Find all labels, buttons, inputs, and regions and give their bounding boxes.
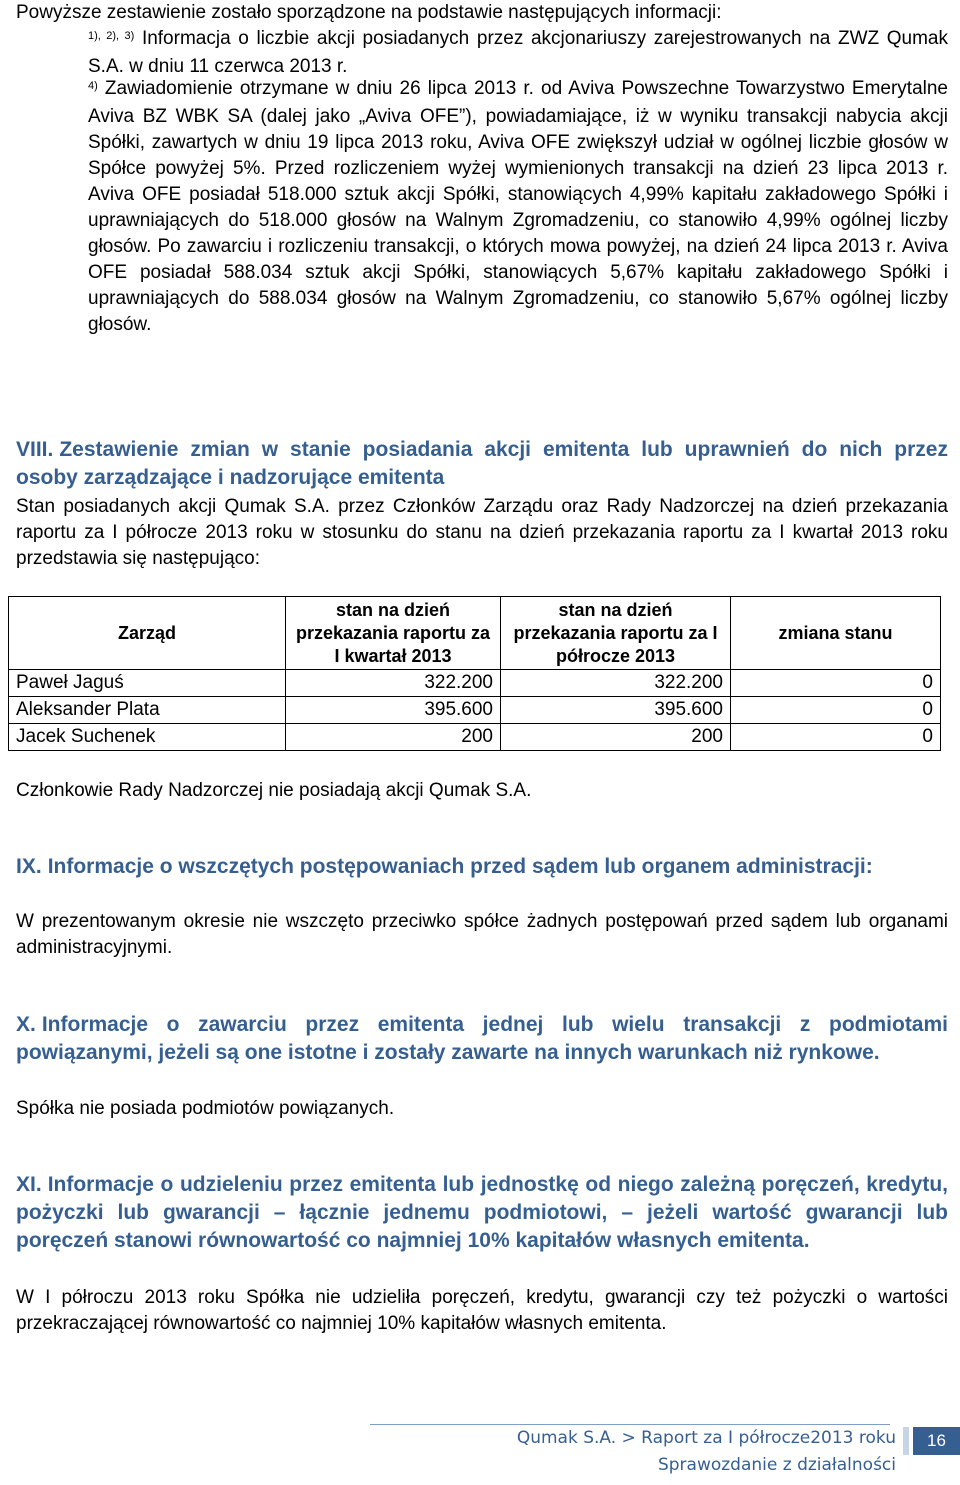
cell-h1: 200: [501, 724, 731, 751]
note-2: [88, 76, 948, 338]
section-10-title: Informacje o zawarciu przez emitenta jednej lub wielu transakcji z podmiotami powiązanymi, jeżeli są one istotne i zostały zawarte na innych warunkach niż rynkowe.: [16, 1013, 948, 1064]
section-10-body: [16, 1096, 948, 1122]
section-11-body: [16, 1285, 948, 1337]
cell-name: Jacek Suchenek: [9, 724, 286, 751]
col-header-change: zmiana stanu: [731, 597, 941, 670]
footer-rule: [370, 1424, 890, 1425]
section-9-title: Informacje o wszczętych postępowaniach przed sądem lub organem administracji:: [47, 855, 873, 878]
cell-name: Aleksander Plata: [9, 697, 286, 724]
note-1-text: Informacja o liczbie akcji posiadanych przez akcjonariuszy zarejestrowanych na ZWZ Qumak S.A. w dniu 11 czerwca 2013 r.: [88, 28, 948, 77]
holdings-table: [8, 596, 941, 751]
footer-report-title: Qumak S.A. > Raport za I półrocze2013 roku: [516, 1428, 896, 1448]
col-header-h1: stan na dzień przekazania raportu za I półrocze 2013: [501, 597, 731, 670]
table-header-row: [9, 597, 941, 670]
cell-change: 0: [731, 670, 941, 697]
section-8-number: VIII.: [16, 438, 54, 461]
section-9-paragraph: W prezentowanym okresie nie wszczęto przeciwko spółce żadnych postępowań przed sądem lub organami administracyjnymi.: [16, 911, 948, 958]
section-9-heading: [16, 853, 948, 881]
note-1-marker: 1), 2), 3): [88, 30, 135, 42]
page-number-badge: 16: [913, 1427, 960, 1455]
table-row: [9, 697, 941, 724]
section-8-heading: [16, 436, 948, 492]
section-9-body: [16, 909, 948, 961]
section-8-paragraph: Stan posiadanych akcji Qumak S.A. przez Członków Zarządu oraz Rady Nadzorczej na dzień przekazania raportu za I półrocze 2013 roku w stosunku do stanu na dzień przekazania raportu za I kwartał 2013 roku przedstawia się następująco:: [16, 496, 948, 569]
intro-line: Powyższe zestawienie zostało sporządzone na podstawie następujących informacji:: [16, 2, 722, 23]
table-row: [9, 670, 941, 697]
board-note: [16, 778, 948, 804]
section-9-number: IX.: [16, 855, 42, 878]
cell-q1: 200: [286, 724, 501, 751]
col-header-q1: stan na dzień przekazania raportu za I kwartał 2013: [286, 597, 501, 670]
section-8-title: Zestawienie zmian w stanie posiadania akcji emitenta lub uprawnień do nich przez osoby zarządzające i nadzorujące emitenta: [16, 438, 948, 489]
section-11-title: Informacje o udzieleniu przez emitenta lub jednostkę od niego zależną poręczeń, kredytu, pożyczki lub gwarancji – łącznie jednemu podmiotowi, – jeżeli wartość gwarancji lub poręczeń stanowi równowartość co najmniej 10% kapitałów własnych emitenta.: [16, 1173, 948, 1252]
note-2-text: Zawiadomienie otrzymane w dniu 26 lipca 2013 r. od Aviva Powszechne Towarzystwo Emerytalne Aviva BZ WBK SA (dalej jako „Aviva OFE”), powiadamiające, iż w wyniku transakcji nabycia akcji Spółki, zawartych w dniu 19 lipca 2013 roku, Aviva OFE zwiększył udział w ogólnej liczbie głosów w Spółce powyżej 5%. Przed rozliczeniem wyżej wymienionych transakcji na dzień 23 lipca 2013 r. Aviva OFE posiadał 518.000 sztuk akcji Spółki, stanowiących 4,99% kapitału zakładowego Spółki i uprawniających do 518.000 głosów na Walnym Zgromadzeniu, co stanowiło 4,99% ogólnej liczby głosów. Po zawarciu i rozliczeniu transakcji, o których mowa powyżej, na dzień 24 lipca 2013 r. Aviva OFE posiadał 588.034 sztuk akcji Spółki, stanowiących 5,67% kapitału zakładowego Spółki i uprawniających do 588.034 głosów na Walnym Zgromadzeniu, co stanowiło 5,67% ogólnej liczby głosów.: [88, 78, 948, 335]
note-1: [88, 26, 948, 80]
section-10-paragraph: Spółka nie posiada podmiotów powiązanych.: [16, 1098, 395, 1119]
cell-h1: 322.200: [501, 670, 731, 697]
section-11-number: XI.: [16, 1173, 42, 1196]
cell-name: Paweł Jaguś: [9, 670, 286, 697]
page-badge-accent: [903, 1427, 909, 1455]
cell-change: 0: [731, 697, 941, 724]
cell-q1: 395.600: [286, 697, 501, 724]
section-11-paragraph: W I półroczu 2013 roku Spółka nie udzieliła poręczeń, kredytu, gwarancji czy też pożyczki o wartości przekraczającej równowartość co najmniej 10% kapitałów własnych emitenta.: [16, 1287, 948, 1334]
col-header-zarzad: Zarząd: [9, 597, 286, 670]
footer-section-title: Sprawozdanie z działalności: [657, 1455, 896, 1475]
section-11-heading: [16, 1171, 948, 1255]
section-8-body: [16, 494, 948, 572]
cell-h1: 395.600: [501, 697, 731, 724]
section-10-number: X.: [16, 1013, 36, 1036]
note-2-marker: 4): [88, 80, 98, 92]
board-note-text: Członkowie Rady Nadzorczej nie posiadają akcji Qumak S.A.: [16, 780, 532, 801]
cell-q1: 322.200: [286, 670, 501, 697]
table-row: [9, 724, 941, 751]
cell-change: 0: [731, 724, 941, 751]
section-10-heading: [16, 1011, 948, 1067]
